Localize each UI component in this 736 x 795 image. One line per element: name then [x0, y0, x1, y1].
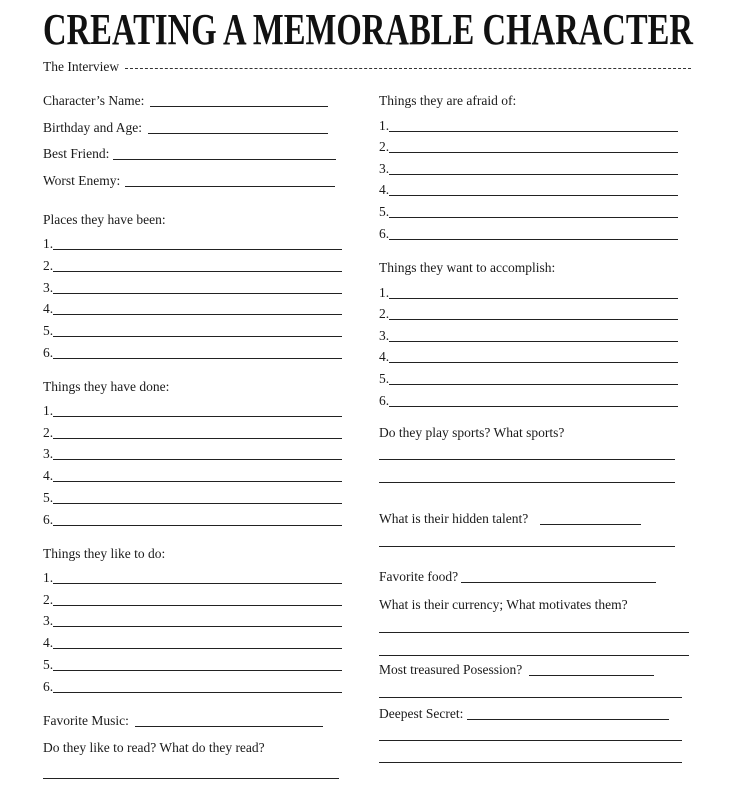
list-number: 4. [379, 182, 390, 197]
list-number: 3. [379, 328, 390, 343]
done-line-3[interactable] [53, 459, 342, 460]
accomplish-line-5[interactable] [389, 384, 678, 385]
like-line-5[interactable] [53, 670, 342, 671]
done-line-4[interactable] [53, 481, 342, 482]
like-line-2[interactable] [53, 605, 342, 606]
subtitle-divider [125, 68, 691, 69]
possession-line-2[interactable] [379, 697, 682, 698]
deepest-secret-label: Deepest Secret: [379, 706, 464, 721]
like-heading: Things they like to do: [43, 546, 166, 561]
like-line-6[interactable] [53, 692, 342, 693]
favorite-food-line[interactable] [461, 582, 656, 583]
accomplish-line-6[interactable] [389, 406, 678, 407]
currency-label: What is their currency; What motivates them? [379, 597, 628, 612]
done-line-2[interactable] [53, 438, 342, 439]
places-heading: Places they have been: [43, 212, 166, 227]
best-friend-label: Best Friend: [43, 146, 110, 161]
hidden-talent-label: What is their hidden talent? [379, 511, 529, 526]
accomplish-heading: Things they want to accomplish: [379, 260, 556, 275]
afraid-line-1[interactable] [389, 131, 678, 132]
favorite-music-line[interactable] [135, 726, 323, 727]
done-line-1[interactable] [53, 416, 342, 417]
page-title [0, 2, 736, 52]
afraid-line-6[interactable] [389, 239, 678, 240]
list-number: 1. [43, 570, 54, 585]
like-line-3[interactable] [53, 626, 342, 627]
deepest-secret-line-1[interactable] [467, 719, 669, 720]
list-number: 4. [43, 301, 54, 316]
accomplish-line-2[interactable] [389, 319, 678, 320]
done-heading: Things they have done: [43, 379, 170, 394]
list-number: 5. [43, 323, 54, 338]
sports-label: Do they play sports? What sports? [379, 425, 565, 440]
list-number: 2. [43, 592, 54, 607]
worst-enemy-label: Worst Enemy: [43, 173, 121, 188]
favorite-music-label: Favorite Music: [43, 713, 129, 728]
birthday-age-label: Birthday and Age: [43, 120, 142, 135]
done-line-6[interactable] [53, 525, 342, 526]
birthday-age-line[interactable] [148, 133, 328, 134]
character-name-label: Character’s Name: [43, 93, 145, 108]
like-line-4[interactable] [53, 648, 342, 649]
afraid-line-3[interactable] [389, 174, 678, 175]
list-number: 3. [43, 280, 54, 295]
page-title-text: CREATING A MEMORABLE CHARACTER [43, 5, 694, 52]
list-number: 2. [379, 306, 390, 321]
best-friend-line[interactable] [113, 159, 336, 160]
places-line-1[interactable] [53, 249, 342, 250]
accomplish-line-4[interactable] [389, 362, 678, 363]
places-line-2[interactable] [53, 271, 342, 272]
worst-enemy-line[interactable] [125, 186, 335, 187]
list-number: 5. [379, 371, 390, 386]
sports-line-1[interactable] [379, 459, 675, 460]
deepest-secret-line-3[interactable] [379, 762, 682, 763]
subtitle-row [43, 58, 691, 76]
sports-line-2[interactable] [379, 482, 675, 483]
places-line-5[interactable] [53, 336, 342, 337]
currency-line-1[interactable] [379, 632, 689, 633]
hidden-talent-line-1[interactable] [540, 524, 641, 525]
like-line-1[interactable] [53, 583, 342, 584]
list-number: 5. [43, 490, 54, 505]
list-number: 5. [43, 657, 54, 672]
list-number: 2. [43, 258, 54, 273]
accomplish-line-1[interactable] [389, 298, 678, 299]
list-number: 1. [379, 285, 390, 300]
accomplish-line-3[interactable] [389, 341, 678, 342]
places-line-3[interactable] [53, 293, 342, 294]
done-line-5[interactable] [53, 503, 342, 504]
afraid-line-5[interactable] [389, 217, 678, 218]
list-number: 1. [43, 236, 54, 251]
read-label: Do they like to read? What do they read? [43, 740, 265, 755]
list-number: 6. [379, 393, 390, 408]
list-number: 1. [379, 118, 390, 133]
subtitle: The Interview [43, 59, 120, 74]
list-number: 6. [379, 226, 390, 241]
currency-line-2[interactable] [379, 655, 689, 656]
list-number: 6. [43, 512, 54, 527]
places-line-6[interactable] [53, 358, 342, 359]
list-number: 1. [43, 403, 54, 418]
possession-line-1[interactable] [529, 675, 654, 676]
list-number: 2. [43, 425, 54, 440]
list-number: 4. [43, 468, 54, 483]
list-number: 3. [379, 161, 390, 176]
places-line-4[interactable] [53, 314, 342, 315]
list-number: 6. [43, 679, 54, 694]
deepest-secret-line-2[interactable] [379, 740, 682, 741]
afraid-heading: Things they are afraid of: [379, 93, 517, 108]
list-number: 6. [43, 345, 54, 360]
list-number: 3. [43, 446, 54, 461]
hidden-talent-line-2[interactable] [379, 546, 675, 547]
favorite-food-label: Favorite food? [379, 569, 459, 584]
character-name-line[interactable] [150, 106, 328, 107]
list-number: 2. [379, 139, 390, 154]
afraid-line-4[interactable] [389, 195, 678, 196]
list-number: 4. [43, 635, 54, 650]
list-number: 4. [379, 349, 390, 364]
possession-label: Most treasured Posession? [379, 662, 523, 677]
list-number: 3. [43, 613, 54, 628]
read-line[interactable] [43, 778, 339, 779]
afraid-line-2[interactable] [389, 152, 678, 153]
list-number: 5. [379, 204, 390, 219]
